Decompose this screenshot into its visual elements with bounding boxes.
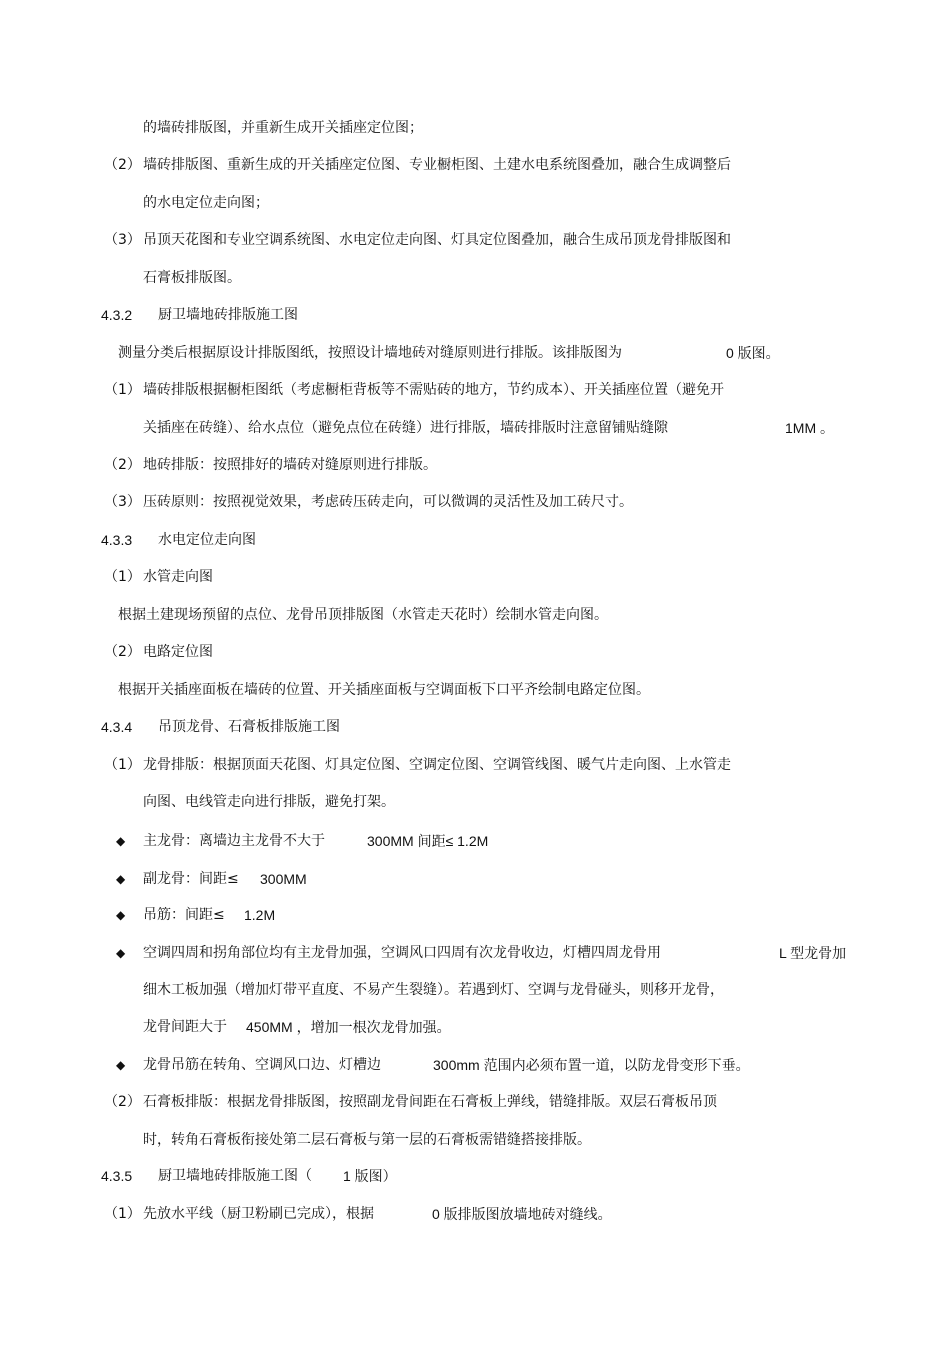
line-22: 吊筋：间距≤ <box>143 907 225 923</box>
list-number: （2） <box>104 644 141 660</box>
line-18: 龙骨排版：根据顶面天花图、灯具定位图、空调定位图、空调管线图、暖气片走向图、上水管走 <box>143 757 731 773</box>
line-05: 石膏板排版图。 <box>143 270 241 286</box>
line-25-tail: 450MM ，增加一根次龙骨加强。 <box>246 1019 451 1035</box>
line-26: 龙骨吊筋在转角、空调风口边、灯槽边 <box>143 1057 381 1073</box>
line-22-tail: 1.2M <box>244 907 276 923</box>
list-number: （3） <box>104 494 141 510</box>
section-number: 4.3.3 <box>101 532 133 548</box>
diamond-bullet-icon: ◆ <box>116 872 126 886</box>
line-21: 副龙骨：间距≤ <box>143 871 239 887</box>
line-23: 空调四周和拐角部位均有主龙骨加强，空调风口四周有次龙骨收边，灯槽四周龙骨用 <box>143 945 661 961</box>
line-11: 压砖原则：按照视觉效果，考虑砖压砖走向，可以微调的灵活性及加工砖尺寸。 <box>143 494 633 510</box>
line-27: 石膏板排版：根据龙骨排版图，按照副龙骨间距在石膏板上弹线，错缝排版。双层石膏板吊顶 <box>143 1094 717 1110</box>
line-09-tail: 1MM 。 <box>785 420 834 436</box>
section-heading-tail: 1 版图） <box>343 1168 397 1184</box>
list-number: （1） <box>104 382 141 398</box>
line-26-tail: 300mm 范围内必须布置一道，以防龙骨变形下垂。 <box>433 1057 750 1073</box>
section-heading: 厨卫墙地砖排版施工图（ <box>158 1168 312 1184</box>
list-number: （3） <box>104 232 141 248</box>
line-21-tail: 300MM <box>260 871 307 887</box>
list-number: （2） <box>104 157 141 173</box>
list-number: （1） <box>104 757 141 773</box>
line-14: 根据土建现场预留的点位、龙骨吊顶排版图（水管走天花时）绘制水管走向图。 <box>118 607 608 623</box>
line-04: 吊顶天花图和专业空调系统图、水电定位走向图、灯具定位图叠加，融合生成吊顶龙骨排版图和 <box>143 232 731 248</box>
line-07: 测量分类后根据原设计排版图纸，按照设计墙地砖对缝原则进行排版。该排版图为 <box>118 345 622 361</box>
line-13: 水管走向图 <box>143 569 213 585</box>
line-10: 地砖排版：按照排好的墙砖对缝原则进行排版。 <box>143 457 437 473</box>
line-09: 关插座在砖缝）、给水点位（避免点位在砖缝）进行排版，墙砖排版时注意留铺贴缝隙 <box>143 420 668 436</box>
diamond-bullet-icon: ◆ <box>116 1058 126 1072</box>
line-20: 主龙骨：离墙边主龙骨不大于 <box>143 833 325 849</box>
line-23-tail: L 型龙骨加 <box>779 945 847 961</box>
section-heading: 水电定位走向图 <box>158 532 256 548</box>
line-15: 电路定位图 <box>143 644 213 660</box>
line-25: 龙骨间距大于 <box>143 1019 227 1035</box>
diamond-bullet-icon: ◆ <box>116 908 126 922</box>
line-30-tail: 0 版排版图放墙地砖对缝线。 <box>432 1206 612 1222</box>
line-02: 墙砖排版图、重新生成的开关插座定位图、专业橱柜图、土建水电系统图叠加，融合生成调整后 <box>143 157 731 173</box>
section-number: 4.3.4 <box>101 719 133 735</box>
line-28: 时，转角石膏板衔接处第二层石膏板与第一层的石膏板需错缝搭接排版。 <box>143 1132 591 1148</box>
line-01: 的墙砖排版图，并重新生成开关插座定位图； <box>143 120 423 136</box>
line-16: 根据开关插座面板在墙砖的位置、开关插座面板与空调面板下口平齐绘制电路定位图。 <box>118 682 650 698</box>
diamond-bullet-icon: ◆ <box>116 946 126 960</box>
line-03: 的水电定位走向图； <box>143 195 269 211</box>
list-number: （1） <box>104 569 141 585</box>
section-heading: 厨卫墙地砖排版施工图 <box>158 307 298 323</box>
section-heading: 吊顶龙骨、石膏板排版施工图 <box>158 719 340 735</box>
list-number: （1） <box>104 1206 141 1222</box>
line-07-tail: 0 版图。 <box>726 345 780 361</box>
line-19: 向图、电线管走向进行排版，避免打架。 <box>143 794 395 810</box>
line-30: 先放水平线（厨卫粉刷已完成），根据 <box>143 1206 374 1222</box>
section-number: 4.3.5 <box>101 1168 133 1184</box>
line-08: 墙砖排版根据橱柜图纸（考虑橱柜背板等不需贴砖的地方，节约成本）、开关插座位置（避免开 <box>143 382 724 398</box>
list-number: （2） <box>104 457 141 473</box>
line-20-tail: 300MM 间距≤ 1.2M <box>367 833 489 849</box>
line-24: 细木工板加强（增加灯带平直度、不易产生裂缝）。若遇到灯、空调与龙骨碰头，则移开龙骨， <box>143 982 724 998</box>
list-number: （2） <box>104 1094 141 1110</box>
diamond-bullet-icon: ◆ <box>116 834 126 848</box>
section-number: 4.3.2 <box>101 307 133 323</box>
